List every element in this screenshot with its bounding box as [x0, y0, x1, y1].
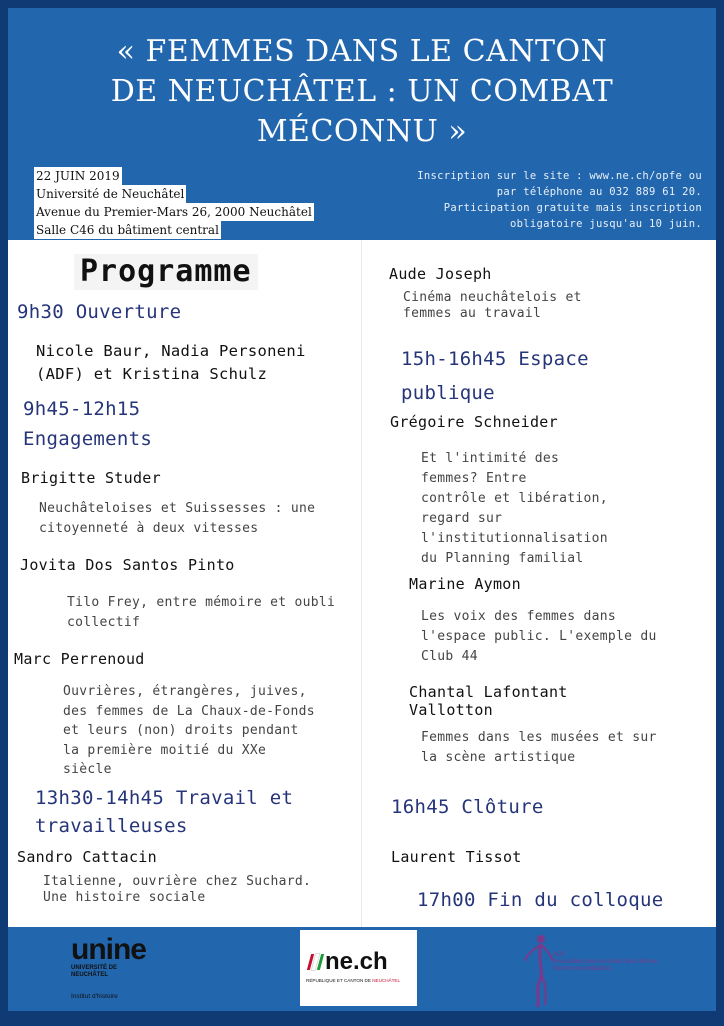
talk-line: Ouvrières, étrangères, juives,: [63, 684, 307, 699]
speaker-tissot: Laurent Tissot: [391, 848, 522, 866]
event-venue: Université de Neuchâtel: [36, 187, 185, 201]
talk-perrenoud: [63, 682, 315, 780]
speaker-cattacin: Sandro Cattacin: [17, 848, 157, 866]
adf-label: [553, 952, 658, 973]
registration-info: [382, 168, 702, 232]
slot-line: publique: [401, 382, 495, 404]
talk-line: Tilo Frey, entre mémoire et oubli: [67, 595, 336, 610]
event-room: Salle C46 du bâtiment central: [36, 223, 219, 237]
slot-line: Engagements: [23, 428, 153, 450]
talk-pinto: [67, 593, 335, 633]
speaker-line: Chantal Lafontant: [409, 683, 568, 701]
talk-line: l'espace public. L'exemple du: [421, 629, 657, 644]
travail-time: [35, 784, 293, 840]
unine-wordmark: unine: [71, 933, 146, 966]
unine-subtitle-line: UNIVERSITÉ DE: [71, 965, 118, 971]
talk-line: collectif: [67, 615, 141, 630]
speaker-line: Nicole Baur, Nadia Personeni: [36, 342, 306, 360]
talk-line: Les voix des femmes dans: [421, 609, 617, 624]
event-address: Avenue du Premier-Mars 26, 2000 Neuchâtel: [36, 205, 312, 219]
talk-aymon: [421, 607, 657, 667]
talk-line: Et l'intimité des: [421, 451, 560, 466]
speaker-aymon: Marine Aymon: [409, 575, 521, 593]
talk-line: et leurs (non) droits pendant: [63, 723, 299, 738]
speaker-schneider: Grégoire Schneider: [390, 413, 558, 431]
event-date: 22 JUIN 2019: [36, 169, 120, 183]
header-banner: [8, 8, 716, 240]
unine-institute: Institut d'histoire: [71, 993, 118, 1000]
speaker-line: Vallotton: [409, 701, 493, 719]
unine-subtitle-line: NEUCHÂTEL: [71, 972, 108, 978]
footer-logos: [8, 927, 716, 1011]
speaker-vallotton: [409, 683, 568, 719]
slot-line: 13h30-14h45 Travail et: [35, 787, 294, 809]
nech-wordmark: ne.ch: [325, 948, 388, 975]
adf-logo: [523, 931, 673, 1009]
speaker-line: (ADF) et Kristina Schulz: [36, 365, 268, 383]
talk-schneider: [421, 449, 608, 569]
programme-heading: Programme: [74, 254, 258, 290]
flag-stripes-icon: [309, 954, 322, 970]
nech-logo: [300, 930, 417, 1006]
talk-line: du Planning familial: [421, 551, 584, 566]
talk-joseph: [403, 290, 582, 322]
programme-section: [8, 240, 716, 927]
talk-line: femmes? Entre: [421, 471, 527, 486]
adf-label-line: ADF: [553, 952, 565, 958]
title-line: MÉCONNU »: [256, 114, 468, 149]
talk-line: la scène artistique: [421, 750, 576, 765]
adf-label-line: Section neuchâteloise: [553, 966, 612, 972]
speaker-perrenoud: Marc Perrenoud: [14, 650, 145, 668]
opening-time: 9h30 Ouverture: [17, 301, 182, 323]
talk-line: Femmes dans les musées et sur: [421, 730, 657, 745]
slot-line: 15h-16h45 Espace: [401, 348, 589, 370]
event-details: [34, 167, 314, 239]
nech-subtitle: [306, 978, 414, 983]
talk-line: Neuchâteloises et Suissesses : une: [39, 501, 316, 516]
talk-studer: [39, 499, 315, 539]
speaker-studer: Brigitte Studer: [21, 469, 161, 487]
nech-mark: [309, 950, 388, 974]
slot-line: 9h45-12h15: [23, 398, 141, 420]
slot-line: travailleuses: [35, 815, 188, 837]
registration-line: par téléphone au 032 889 61 20.: [496, 186, 702, 198]
talk-line: des femmes de La Chaux-de-Fonds: [63, 703, 315, 719]
registration-line: obligatoire jusqu'au 10 juin.: [509, 218, 702, 230]
adf-label-line: Association pour les droits de la femme: [553, 959, 658, 965]
end-time: 17h00 Fin du colloque: [417, 889, 664, 911]
talk-line: contrôle et libération,: [421, 491, 608, 506]
adf-figure-icon: [523, 931, 555, 1009]
opening-speakers: [36, 340, 306, 386]
talk-cattacin: [43, 874, 311, 906]
talk-line: siècle: [63, 762, 112, 777]
speaker-pinto: Jovita Dos Santos Pinto: [20, 556, 235, 574]
speaker-joseph: Aude Joseph: [389, 265, 492, 283]
talk-line: regard sur: [421, 511, 503, 526]
talk-line: Une histoire sociale: [43, 890, 206, 905]
nech-subtitle-text: RÉPUBLIQUE ET CANTON DE: [306, 978, 373, 983]
talk-line: Cinéma neuchâtelois et: [403, 290, 582, 305]
talk-line: Italienne, ouvrière chez Suchard.: [43, 874, 312, 889]
talk-line: femmes au travail: [403, 306, 542, 321]
poster-title: [8, 32, 716, 152]
unine-logo: [71, 935, 171, 1009]
talk-line: la première moitié du XXe: [63, 742, 267, 758]
registration-line: Participation gratuite mais inscription: [443, 202, 702, 214]
talk-vallotton: [421, 728, 657, 768]
engagements-time: [23, 394, 152, 454]
talk-line: Club 44: [421, 649, 478, 664]
unine-subtitle: [71, 965, 171, 979]
talk-line: citoyenneté à deux vitesses: [39, 521, 259, 536]
espace-time: [401, 342, 589, 410]
column-divider: [361, 240, 362, 927]
registration-line: Inscription sur le site : www.ne.ch/opfe ou: [417, 170, 702, 182]
title-line: DE NEUCHÂTEL : UN COMBAT: [110, 74, 614, 109]
talk-line: l'institutionnalisation: [421, 531, 608, 546]
nech-subtitle-highlight: NEUCHÂTEL: [372, 978, 401, 983]
closing-time: 16h45 Clôture: [391, 796, 544, 818]
title-line: « FEMMES DANS LE CANTON: [116, 34, 608, 69]
